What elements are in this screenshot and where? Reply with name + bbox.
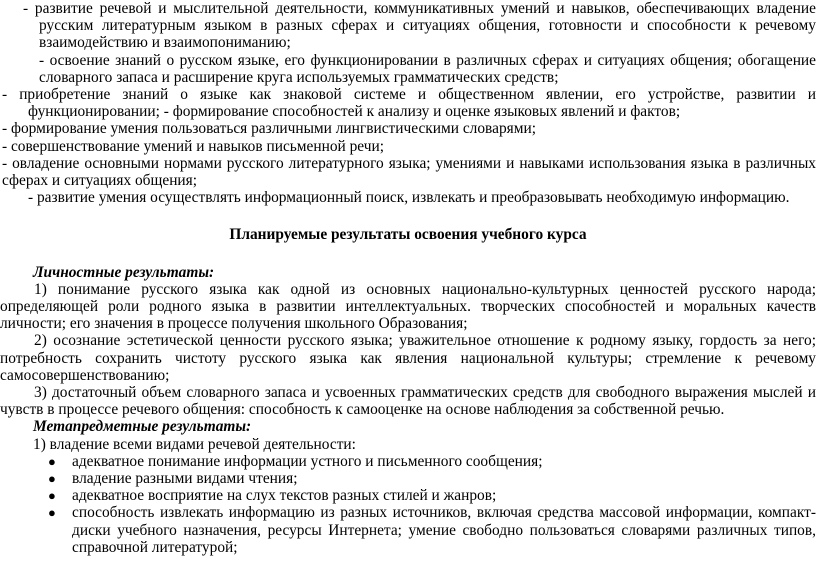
goal-written-speech: - совершенствование умений и навыков письменной речи; [2, 137, 385, 155]
bullet-icon: ● [48, 505, 56, 521]
goal-language-norms: - овладение основными нормами русского литературного языка; умениями и навыками использования языка в различных сферах и ситуациях общения; [2, 154, 816, 190]
goal-language-system: - приобретение знаний о языке как знаковой системе и общественном явлении, его устройстве, развитии и функционировании; - формирование способностей к анализу и оценке языковых явлений и фактов; [2, 86, 816, 121]
list-item [0, 453, 816, 470]
bullet-icon: ● [48, 453, 56, 469]
goal-information-search: - развитие умения осуществлять информационный поиск, извлекать и преобразовывать необходимую информацию. [28, 189, 790, 207]
bullet-icon: ● [48, 488, 56, 504]
list-item-text: способность извлекать информацию из разных источников, включая средства массовой информации, компакт-диски учебного назначения, ресурсы Интернета; умение свободно пользоваться словарями различных типов, справочной литературой; [72, 504, 816, 556]
list-item-text: адекватное восприятие на слух текстов разных стилей и жанров; [72, 487, 497, 505]
personal-result-item: 3) достаточный объем словарного запаса и усвоенных грамматических средств для свободного выражения мыслей и чувств в процессе речевого общения: способность к самооценке на основе наблюдения за собственной речью. [0, 384, 816, 419]
goal-speech-development: - развитие речевой и мыслительной деятельности, коммуникативных умений и навыков, обеспечивающих владение русским литературным языком в разных сферах и ситуациях общения, готовности и способности к речевому взаимодействию и взаимопониманию; [23, 0, 816, 52]
results-heading: Планируемые результаты освоения учебного курса [229, 226, 587, 244]
list-item [0, 504, 816, 556]
metasubject-bullet-list [0, 453, 816, 556]
goal-language-knowledge: - освоение знаний о русском языке, его функционировании в различных сферах и ситуациях общения; обогащение словарного запаса и расширение круга используемых грамматических средств; [39, 51, 816, 86]
goal-dictionaries: - формирование умения пользоваться различными лингвистическими словарями; [2, 120, 536, 138]
list-item-text: владение разными видами чтения; [72, 470, 298, 488]
metasubject-intro: 1) владение всеми видами речевой деятельности: [33, 435, 356, 453]
list-item [0, 487, 816, 504]
list-item [0, 470, 816, 487]
personal-result-item: 1) понимание русского языка как одной из основных национально-культурных ценностей русского народа; определяющей роли родного языка в развитии интеллектуальных. творческих способностей и моральных качеств личности; его значения в процессе получения школьного Образования; [0, 280, 816, 333]
metasubject-results-title: Метапредметные результаты: [33, 418, 252, 436]
personal-result-item: 2) осознание эстетической ценности русского языка; уважительное отношение к родному языку, гордость за него; потребность сохранить чистоту русского языка как явления национальной культуры; стремление к речевому самосовершенствованию; [0, 332, 816, 384]
personal-results-title: Личностные результаты: [33, 263, 215, 281]
bullet-icon: ● [48, 471, 56, 487]
list-item-text: адекватное понимание информации устного и письменного сообщения; [72, 452, 543, 470]
